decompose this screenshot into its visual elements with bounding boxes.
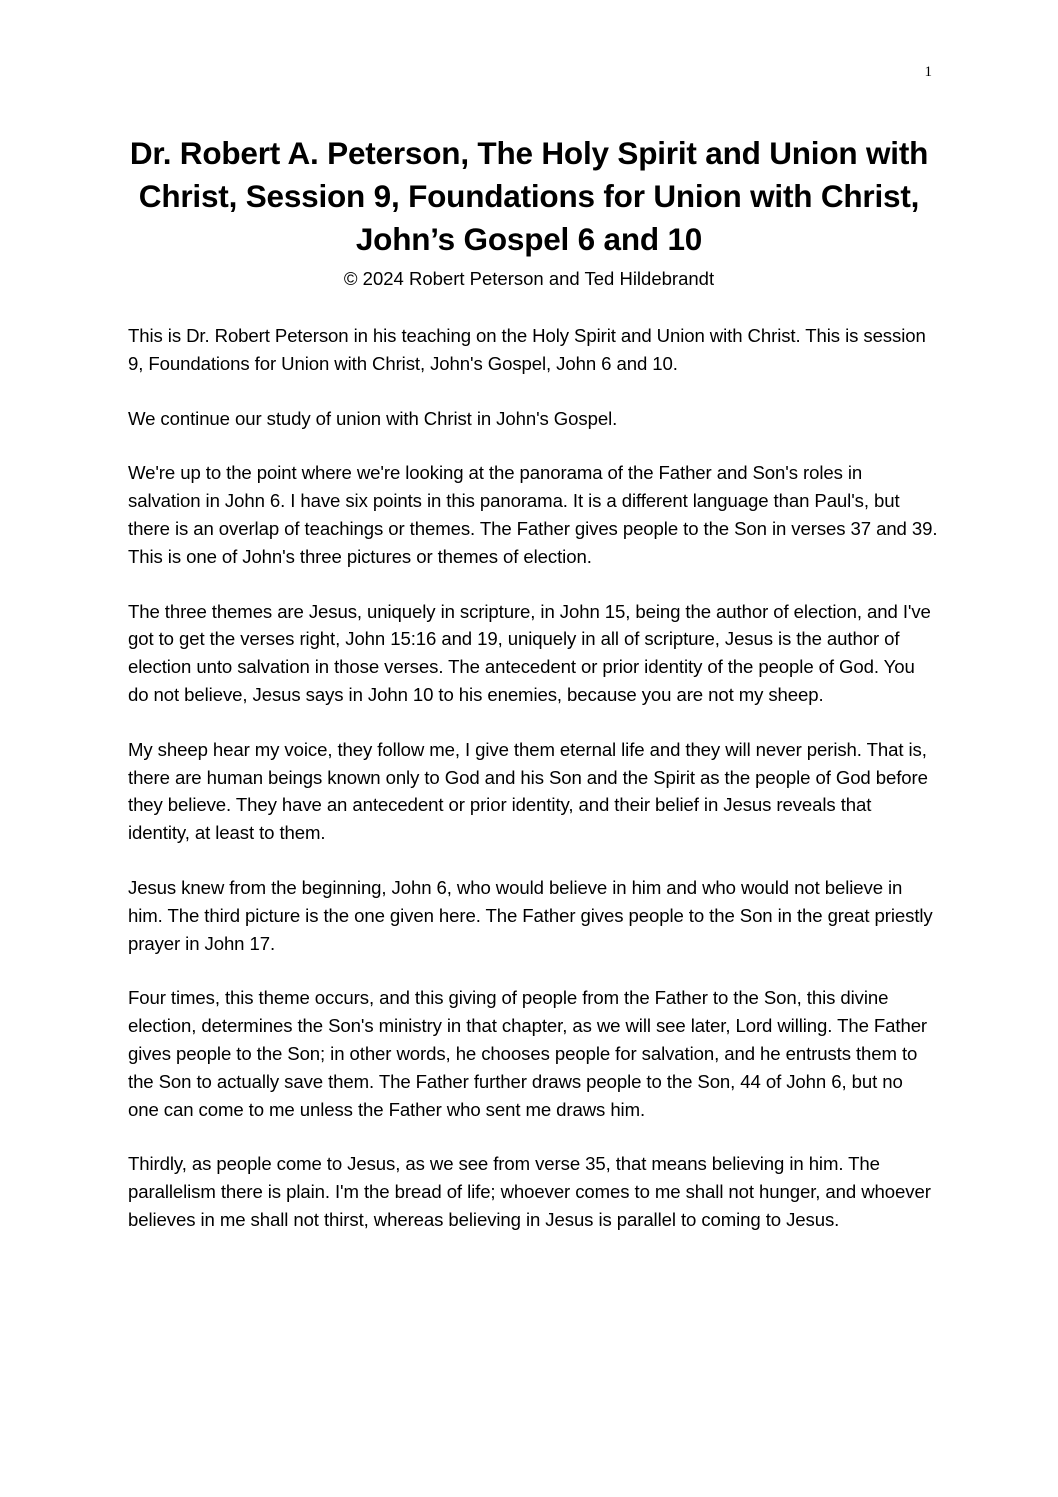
paragraph: Jesus knew from the beginning, John 6, who would believe in him and who would not believe in him. The third picture is the one given here. The Father gives people to the Son in the great priestly prayer in John 17. <box>128 876 933 954</box>
copyright-line: © 2024 Robert Peterson and Ted Hildebrandt <box>343 268 715 289</box>
page-number: 1 <box>924 64 932 80</box>
document-body <box>128 322 938 1261</box>
paragraph: Four times, this theme occurs, and this giving of people from the Father to the Son, this divine election, determines the Son's ministry in that chapter, as we will see later, Lord willing. The Father gives people to the Son; in other words, he chooses people for salvation, and he entrusts them to the Son to actually save them. The Father further draws people to the Son, 44 of John 6, but no one can come to me unless the Father who sent me draws him. <box>128 987 928 1120</box>
paragraph: We continue our study of union with Christ in John's Gospel. <box>128 407 618 429</box>
document-title: Dr. Robert A. Peterson, The Holy Spirit and Union with Christ, Session 9, Foundations for Union with Christ, John’s Gospel 6 and 10 <box>129 135 929 257</box>
paragraph: My sheep hear my voice, they follow me, I give them eternal life and they will never perish. That is, there are human beings known only to God and his Son and the Spirit as the people of God before they believe. They have an antecedent or prior identity, and their belief in Jesus reveals that identity, at least to them. <box>128 738 928 844</box>
paragraph: This is Dr. Robert Peterson in his teaching on the Holy Spirit and Union with Christ. This is session 9, Foundations for Union with Christ, John's Gospel, John 6 and 10. <box>128 325 926 374</box>
paragraph: We're up to the point where we're looking at the panorama of the Father and Son's roles in salvation in John 6. I have six points in this panorama. It is a different language than Paul's, but there is an overlap of teachings or themes. The Father gives people to the Son in verses 37 and 39. This is one of John's three pictures or themes of election. <box>128 462 938 567</box>
paragraph: The three themes are Jesus, uniquely in scripture, in John 15, being the author of election, and I've got to get the verses right, John 15:16 and 19, uniquely in all of scripture, Jesus is the author of election unto salvation in those verses. The antecedent or prior identity of the people of God. You do not believe, Jesus says in John 10 to his enemies, because you are not my sheep. <box>128 600 931 705</box>
paragraph: Thirdly, as people come to Jesus, as we see from verse 35, that means believing in him. The parallelism there is plain. I'm the bread of life; whoever comes to me shall not hunger, and whoever believes in me shall not thirst, whereas believing in Jesus is parallel to coming to Jesus. <box>128 1153 931 1230</box>
